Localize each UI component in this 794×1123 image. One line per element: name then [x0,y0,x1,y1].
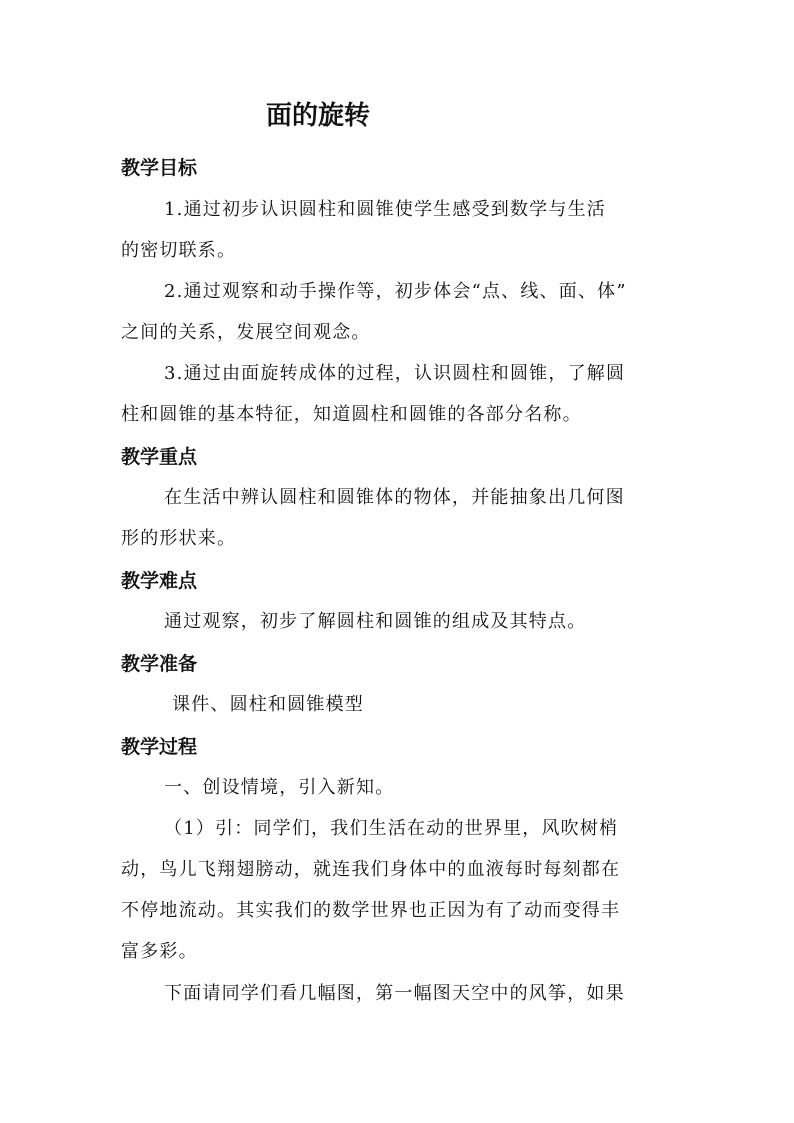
process-paragraph-1-line-1: （1）引：同学们，我们生活在动的世界里，风吹树梢 [164,818,619,839]
process-step-1: 一、创设情境，引入新知。 [164,777,395,798]
objective-3-line-2: 柱和圆锥的基本特征，知道圆柱和圆锥的各部分名称。 [121,404,582,425]
objective-1-line-1: 1.通过初步认识圆柱和圆锥使学生感受到数学与生活 [164,199,606,220]
section-heading-process: 教学过程 [121,736,198,758]
process-paragraph-1-line-4: 富多彩。 [121,941,198,962]
key-points-line-1: 在生活中辨认圆柱和圆锥体的物体，并能抽象出几何图 [164,487,625,508]
objective-2-line-1: 2.通过观察和动手操作等，初步体会“点、线、面、体” [164,281,627,302]
preparation-line-1: 课件、圆柱和圆锥模型 [172,694,364,715]
process-paragraph-2-line-1: 下面请同学们看几幅图，第一幅图天空中的风筝，如果 [164,983,625,1004]
objective-3-line-1: 3.通过由面旋转成体的过程，认识圆柱和圆锥，了解圆 [164,363,626,384]
section-heading-preparation: 教学准备 [121,653,198,675]
section-heading-objectives: 教学目标 [121,157,198,179]
section-heading-difficulties: 教学难点 [121,570,198,592]
objective-2-line-2: 之间的关系，发展空间观念。 [121,322,371,343]
document-title: 面的旋转 [266,101,371,131]
key-points-line-2: 形的形状来。 [121,528,237,549]
process-paragraph-1-line-3: 不停地流动。其实我们的数学世界也正因为有了动而变得丰 [121,900,621,921]
difficulties-line-1: 通过观察，初步了解圆柱和圆锥的组成及其特点。 [164,611,587,632]
section-heading-key-points: 教学重点 [121,446,198,468]
objective-1-line-2: 的密切联系。 [121,240,237,261]
process-paragraph-1-line-2: 动，鸟儿飞翔翅膀动，就连我们身体中的血液每时每刻都在 [121,859,621,880]
